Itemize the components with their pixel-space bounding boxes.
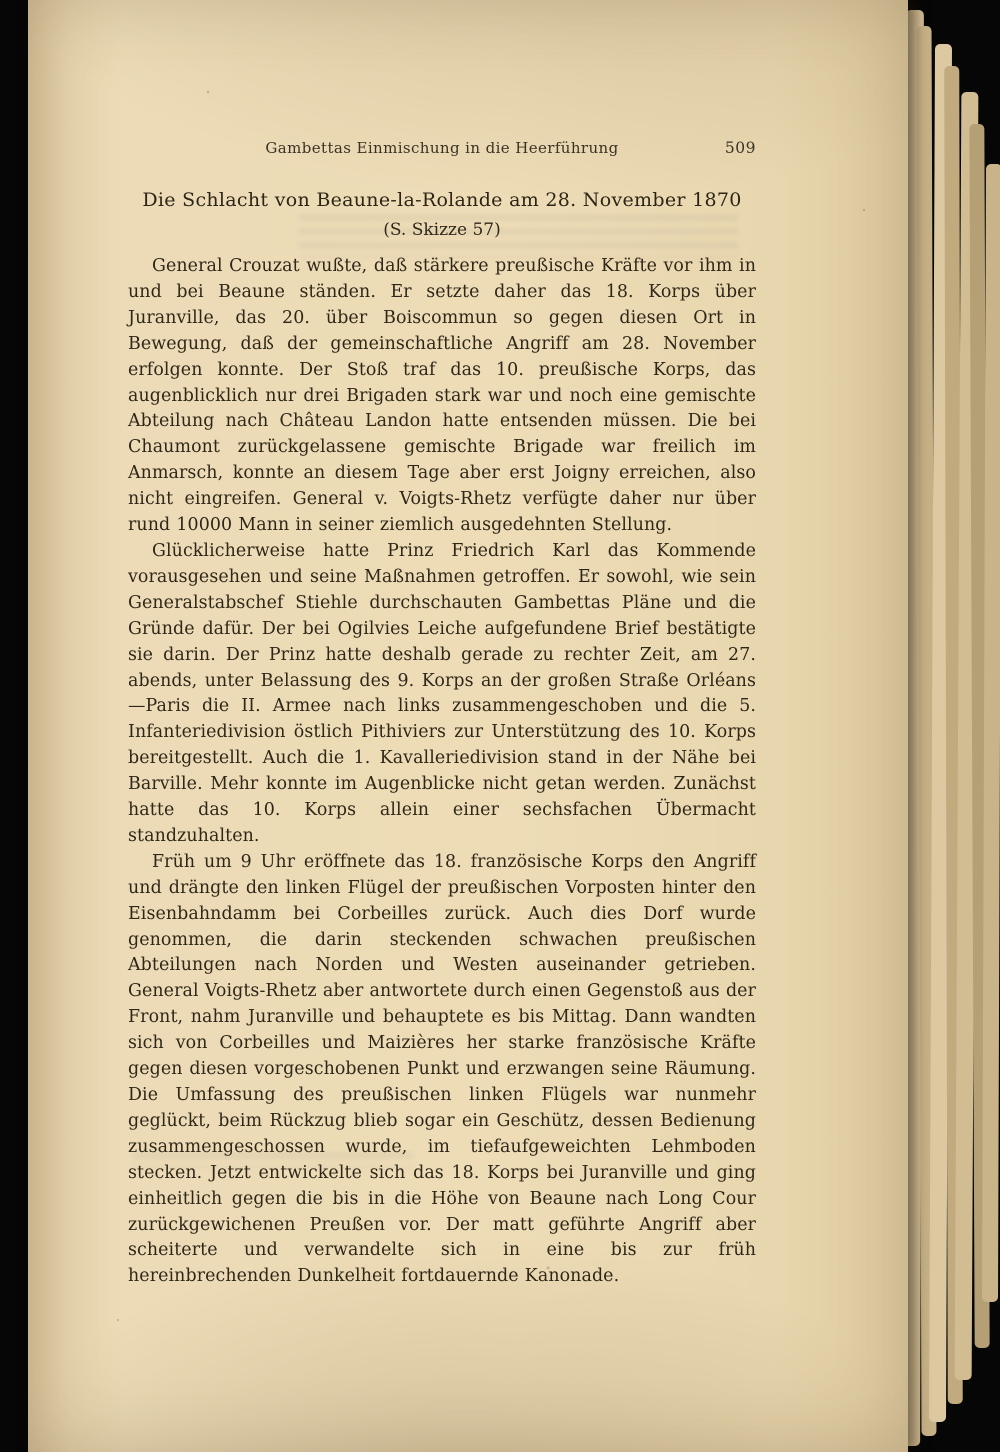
sketch-reference: (S. Skizze 57) xyxy=(383,220,501,240)
section-title: Die Schlacht von Beaune-la-Rolande am 28. November 1870 xyxy=(142,189,742,211)
page-edge xyxy=(982,164,1000,1302)
book-page xyxy=(28,0,908,1452)
running-header-row xyxy=(128,139,756,161)
page-number: 509 xyxy=(724,139,756,157)
text-block xyxy=(128,0,756,1290)
paragraph-3: Früh um 9 Uhr eröffnete das 18. französische Korps den Angriff und drängte den linken Flügel der preußischen Vorposten hinter den Eisenbahndamm bei Corbeilles zurück. Auch dies Dorf wurde genommen, die darin steckenden schwachen preußischen Abteilungen nach Norden und Westen auseinander getrieben. General Voigts-Rhetz aber antwortete durch einen Gegenstoß aus der Front, nahm Juranville und behauptete es bis Mittag. Dann wandten sich von Corbeilles und Maizières her starke französische Kräfte gegen diesen vorgeschobenen Punkt und erzwangen seine Räumung. Die Umfassung des preußischen linken Flügels war nunmehr geglückt, beim Rückzug blieb sogar ein Geschütz, dessen Bedienung zusammengeschossen wurde, im tiefaufgeweichten Lehmboden stecken. Jetzt entwickelte sich das 18. Korps bei Juranville und ging einheitlich gegen die bis in die Höhe von Beaune nach Long Cour zurückgewichenen Preußen vor. Der matt geführte Angriff aber scheiterte und verwandelte sich in eine bis zur früh hereinbrechenden Dunkelheit fortdauernde Kanonade. xyxy=(128,851,756,1287)
running-header: Gambettas Einmischung in die Heerführung xyxy=(265,139,619,157)
paragraph-1: General Crouzat wußte, daß stärkere preußische Kräfte vor ihm in und bei Beaune ständen. Er setzte daher das 18. Korps über Juranville, das 20. über Boiscommun so gegen diesen Ort in Bewegung, daß der gemeinschaftliche Angriff am 28. November erfolgen konnte. Der Stoß traf das 10. preußische Korps, das augenblicklich nur drei Brigaden stark war und noch eine gemischte Abteilung nach Château Landon hatte entsenden müssen. Die bei Chaumont zurückgelassene gemischte Brigade war freilich im Anmarsch, konnte an diesem Tage aber erst Joigny erreichen, also nicht eingreifen. General v. Voigts-Rhetz verfügte daher nur über rund 10000 Mann in seiner ziemlich ausgedehnten Stellung. xyxy=(128,256,756,536)
paragraph-2: Glücklicherweise hatte Prinz Friedrich Karl das Kommende vorausgesehen und seine Maßnahmen getroffen. Er sowohl, wie sein Generalstabschef Stiehle durchschauten Gambettas Pläne und die Gründe dafür. Der bei Ogilvies Leiche aufgefundene Brief bestätigte sie darin. Der Prinz hatte deshalb gerade zu rechter Zeit, am 27. abends, unter Belassung des 9. Korps an der großen Straße Orléans—Paris die II. Armee nach links zusammengeschoben und die 5. Infanteriedivision östlich Pithiviers zur Unterstützung des 10. Korps bereitgestellt. Auch die 1. Kavalleriedivision stand in der Nähe bei Barville. Mehr konnte im Augenblicke nicht getan werden. Zunächst hatte das 10. Korps allein einer sechsfachen Übermacht standzuhalten. xyxy=(128,540,756,846)
body-text xyxy=(128,254,756,1290)
